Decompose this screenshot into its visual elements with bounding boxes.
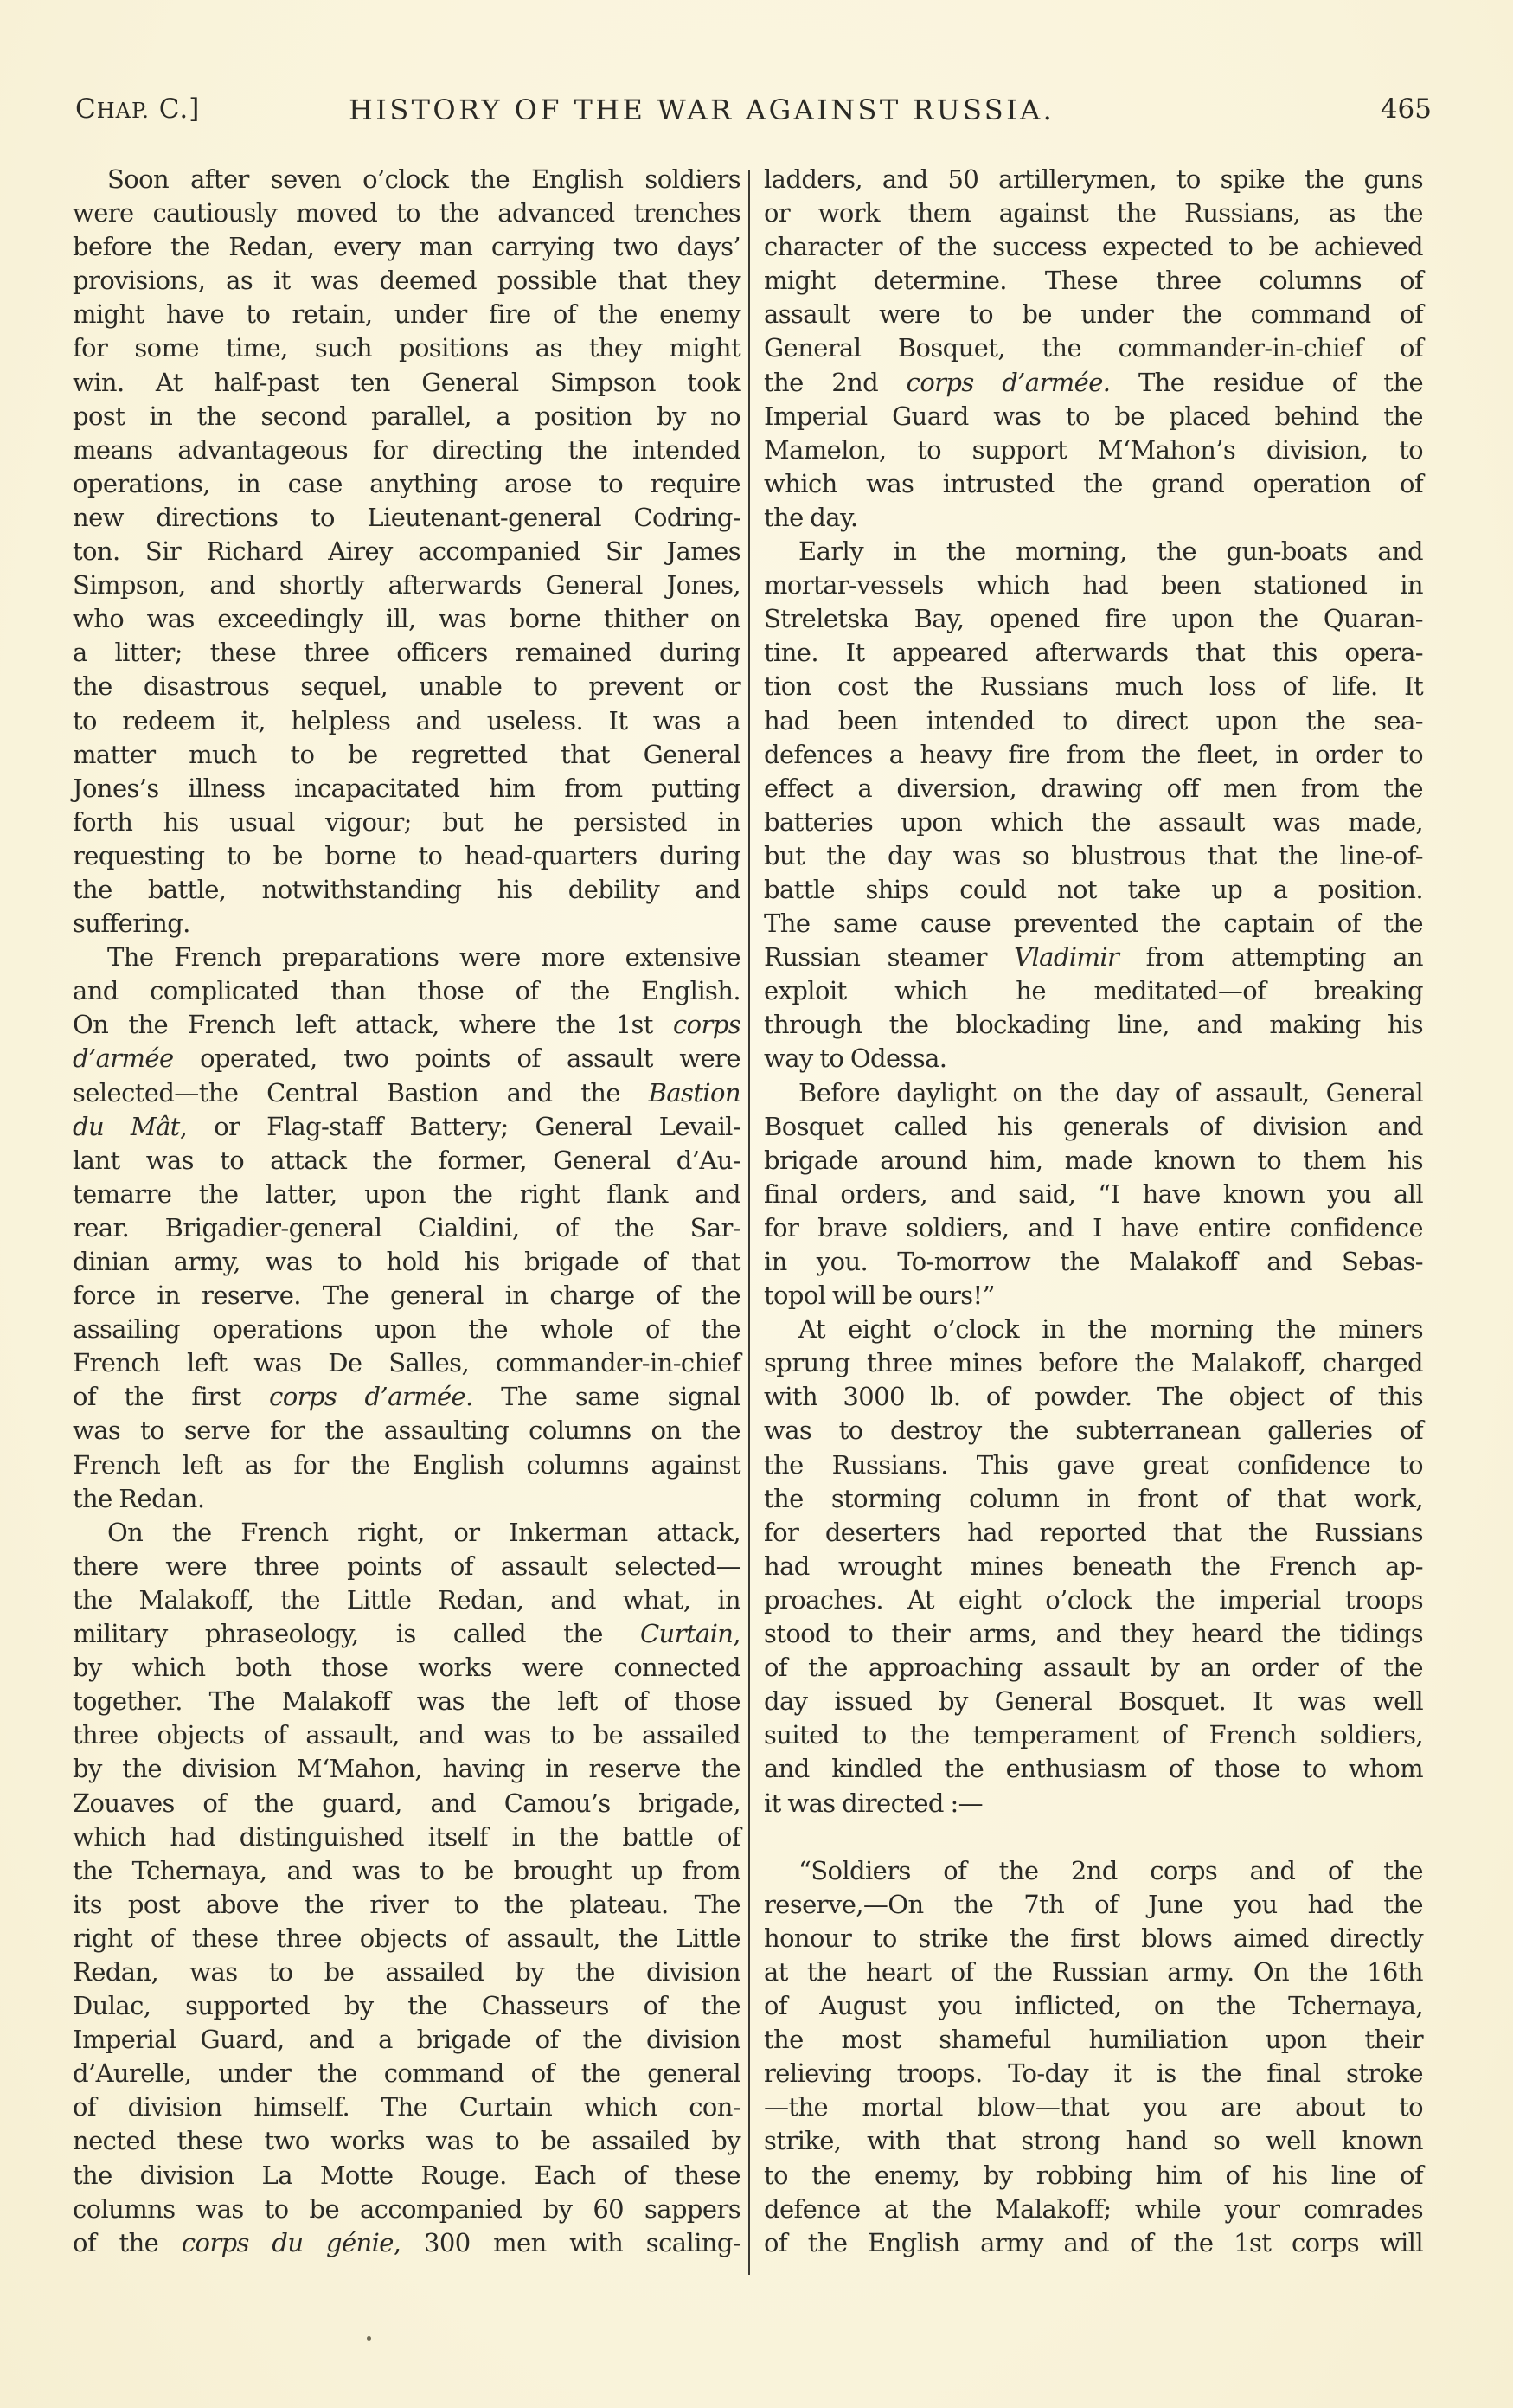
text-line: a litter; these three officers remained during xyxy=(73,638,740,668)
text-line: The French preparations were more extensive xyxy=(107,942,740,973)
text-line: forth his usual vigour; but he persisted in xyxy=(73,806,740,837)
text-line: through the blockading line, and making his xyxy=(764,1010,1423,1040)
paper-speck xyxy=(367,2336,371,2341)
text-line: the Russians. This gave great confidence to xyxy=(764,1449,1423,1480)
text-line: right of these three objects of assault, the Little xyxy=(73,1923,740,1953)
right-column xyxy=(764,163,1423,2260)
text-line: means advantageous for directing the intended xyxy=(73,434,740,465)
text-line: tine. It appeared afterwards that this opera- xyxy=(764,638,1423,668)
text-line: rear. Brigadier-general Cialdini, of the Sar- xyxy=(73,1212,740,1243)
text-segment: of the xyxy=(73,2227,182,2257)
italic-text: corps d’armée. xyxy=(269,1382,473,1412)
text-line: had been intended to direct upon the sea- xyxy=(764,705,1423,735)
text-line: —the mortal blow—that you are about to xyxy=(764,2092,1423,2122)
running-header xyxy=(75,93,1432,132)
text-line: matter much to be regretted that General xyxy=(73,739,740,769)
column-rule xyxy=(748,170,750,2275)
text-line: temarre the latter, upon the right flank and xyxy=(73,1178,740,1209)
text-line: the Tchernaya, and was to be brought up from xyxy=(73,1855,740,1885)
italic-text: corps du génie xyxy=(181,2227,394,2257)
text-line: sprung three mines before the Malakoff, charged xyxy=(764,1348,1423,1378)
text-line: d’Aurelle, under the command of the general xyxy=(73,2058,740,2089)
text-line: but the day was so blustrous that the line-of- xyxy=(764,840,1423,870)
text-line: for brave soldiers, and I have entire confidence xyxy=(764,1212,1423,1243)
text-line: who was exceedingly ill, was borne thither on xyxy=(73,604,740,634)
text-segment: On the French left attack, where the 1st xyxy=(73,1010,673,1040)
italic-text: du Mât xyxy=(73,1111,180,1141)
text-line: before the Redan, every man carrying two days’ xyxy=(73,232,740,262)
text-line: relieving troops. To-day it is the final stroke xyxy=(764,2058,1423,2089)
text-line: which had distinguished itself in the battle of xyxy=(73,1821,740,1852)
text-line: operations, in case anything arose to require xyxy=(73,468,740,498)
text-line: for deserters had reported that the Russians xyxy=(764,1517,1423,1547)
text-line: mortar-vessels which had been stationed in xyxy=(764,570,1423,600)
text-line: was to destroy the subterranean galleries of xyxy=(764,1416,1423,1446)
text-line: of division himself. The Curtain which con- xyxy=(73,2092,740,2122)
page-number: 465 xyxy=(1380,93,1432,125)
italic-text: Vladimir xyxy=(1014,942,1119,973)
text-line: Early in the morning, the gun-boats and xyxy=(798,536,1423,567)
text-line: by which both those works were connected xyxy=(73,1653,740,1683)
text-line: there were three points of assault selected— xyxy=(73,1551,740,1581)
text-line: the battle, notwithstanding his debility and xyxy=(73,874,740,904)
text-line: force in reserve. The general in charge of the xyxy=(73,1281,740,1311)
text-line: of the English army and of the 1st corps will xyxy=(764,2227,1423,2257)
text-segment: , 300 men with scaling- xyxy=(393,2227,740,2257)
text-line: Imperial Guard was to be placed behind the xyxy=(764,401,1423,431)
text-line: proaches. At eight o’clock the imperial troops xyxy=(764,1584,1423,1615)
text-line: defences a heavy fire from the fleet, in order to xyxy=(764,739,1423,769)
text-line: it was directed :— xyxy=(764,1788,984,1818)
text-line: ton. Sir Richard Airey accompanied Sir James xyxy=(73,536,740,567)
text-line xyxy=(764,941,1423,974)
text-line: win. At half-past ten General Simpson took xyxy=(73,367,740,397)
text-line: the Malakoff, the Little Redan, and what, in xyxy=(73,1584,740,1615)
text-segment: of the first xyxy=(73,1382,270,1412)
text-line: Bosquet called his generals of division and xyxy=(764,1111,1423,1141)
text-line: Imperial Guard, and a brigade of the division xyxy=(73,2025,740,2055)
text-line: Soon after seven o’clock the English soldiers xyxy=(107,164,740,194)
text-line: might determine. These three columns of xyxy=(764,266,1423,296)
text-line: effect a diversion, drawing off men from the xyxy=(764,773,1423,803)
text-line: strike, with that strong hand so well known xyxy=(764,2126,1423,2156)
text-line: On the French right, or Inkerman attack, xyxy=(107,1517,740,1547)
text-line: requesting to be borne to head-quarters during xyxy=(73,840,740,870)
text-line: French left as for the English columns against xyxy=(73,1449,740,1480)
text-line: honour to strike the first blows aimed directly xyxy=(764,1923,1423,1953)
text-line xyxy=(73,1617,740,1651)
text-line xyxy=(73,1380,740,1414)
text-line: lant was to attack the former, General d’Au- xyxy=(73,1145,740,1175)
text-line: three objects of assault, and was to be assailed xyxy=(73,1720,740,1750)
text-line xyxy=(73,1110,740,1144)
text-line: brigade around him, made known to them his xyxy=(764,1145,1423,1175)
text-line: at the heart of the Russian army. On the 16th xyxy=(764,1956,1423,1987)
text-line: and complicated than those of the English. xyxy=(73,976,740,1006)
chapter-label-smallcaps: HAP. xyxy=(96,99,150,123)
text-line: The same cause prevented the captain of the xyxy=(764,909,1423,939)
text-line xyxy=(73,2226,740,2260)
blank-line xyxy=(764,1820,1423,1854)
text-line: final orders, and said, “I have known you all xyxy=(764,1178,1423,1209)
text-segment: The residue of the xyxy=(1110,367,1424,397)
text-segment: from attempting an xyxy=(1119,942,1423,973)
text-line: batteries upon which the assault was made, xyxy=(764,806,1423,837)
text-line: by the division M‘Mahon, having in reserve the xyxy=(73,1754,740,1784)
text-line: Mamelon, to support M‘Mahon’s division, to xyxy=(764,434,1423,465)
running-title: HISTORY OF THE WAR AGAINST RUSSIA. xyxy=(349,93,1055,126)
text-line: the most shameful humiliation upon their xyxy=(764,2025,1423,2055)
italic-text: corps xyxy=(672,1010,740,1040)
italic-text: Bastion xyxy=(648,1077,740,1108)
text-line: Before daylight on the day of assault, General xyxy=(798,1077,1423,1108)
text-line: the day. xyxy=(764,502,858,532)
text-line: assailing operations upon the whole of the xyxy=(73,1314,740,1345)
text-line: General Bosquet, the commander-in-chief of xyxy=(764,333,1423,363)
text-line: At eight o’clock in the morning the miners xyxy=(798,1314,1423,1345)
text-line: or work them against the Russians, as the xyxy=(764,198,1423,228)
text-line: way to Odessa. xyxy=(764,1043,947,1074)
text-line: post in the second parallel, a position by no xyxy=(73,401,740,431)
text-line: nected these two works was to be assailed by xyxy=(73,2126,740,2156)
text-line: provisions, as it was deemed possible that they xyxy=(73,266,740,296)
text-segment: The same signal xyxy=(472,1382,740,1412)
text-line: suited to the temperament of French soldiers, xyxy=(764,1720,1423,1750)
text-line: of the approaching assault by an order of the xyxy=(764,1653,1423,1683)
text-line: of August you inflicted, on the Tchernaya, xyxy=(764,1991,1423,2021)
text-line: Simpson, and shortly afterwards General Jones, xyxy=(73,570,740,600)
text-line xyxy=(73,1076,740,1110)
text-line: exploit which he meditated—of breaking xyxy=(764,976,1423,1006)
text-line: day issued by General Bosquet. It was well xyxy=(764,1686,1423,1717)
text-line xyxy=(764,366,1423,400)
text-line: battle ships could not take up a position. xyxy=(764,874,1423,904)
text-segment: military phraseology, is called the xyxy=(73,1619,640,1649)
text-segment: Russian steamer xyxy=(764,942,1015,973)
text-line: tion cost the Russians much loss of life. It xyxy=(764,671,1423,702)
text-line: for some time, such positions as they might xyxy=(73,333,740,363)
text-line: the storming column in front of that work, xyxy=(764,1483,1423,1513)
chapter-label-rest: C.] xyxy=(149,93,201,125)
text-line: with 3000 lb. of powder. The object of this xyxy=(764,1382,1423,1412)
text-segment: operated, two points of assault were xyxy=(173,1043,740,1074)
text-line: columns was to be accompanied by 60 sappers xyxy=(73,2193,740,2224)
text-line: might have to retain, under fire of the enemy xyxy=(73,299,740,330)
text-line: the disastrous sequel, unable to prevent or xyxy=(73,671,740,702)
text-line: to redeem it, helpless and useless. It was a xyxy=(73,705,740,735)
italic-text: d’armée xyxy=(73,1043,174,1074)
text-line: defence at the Malakoff; while your comrades xyxy=(764,2193,1423,2224)
text-line: the division La Motte Rouge. Each of these xyxy=(73,2160,740,2190)
text-segment: selected—the Central Bastion and the xyxy=(73,1077,649,1108)
text-line: in you. To-morrow the Malakoff and Sebas- xyxy=(764,1247,1423,1276)
text-line: was to serve for the assaulting columns on the xyxy=(73,1416,740,1446)
text-line: had wrought mines beneath the French ap- xyxy=(764,1551,1423,1581)
text-line: Redan, was to be assailed by the division xyxy=(73,1956,740,1987)
text-line: the Redan. xyxy=(73,1483,205,1513)
italic-text: corps d’armée. xyxy=(906,367,1111,397)
text-segment: , xyxy=(733,1619,740,1649)
text-line: topol will be ours!” xyxy=(764,1281,995,1311)
text-line: Jones’s illness incapacitated him from putting xyxy=(73,773,740,803)
text-line: Dulac, supported by the Chasseurs of the xyxy=(73,1991,740,2021)
text-line: stood to their arms, and they heard the tidings xyxy=(764,1619,1423,1649)
text-line: to the enemy, by robbing him of his line of xyxy=(764,2160,1423,2190)
chapter-label-cap: C xyxy=(75,93,97,125)
text-line: and kindled the enthusiasm of those to whom xyxy=(764,1754,1423,1784)
text-line: character of the success expected to be achieved xyxy=(764,232,1423,262)
text-segment: the 2nd xyxy=(764,367,907,397)
text-line: new directions to Lieutenant-general Codring- xyxy=(73,502,740,532)
text-line: which was intrusted the grand operation of xyxy=(764,468,1423,498)
text-line: its post above the river to the plateau. The xyxy=(73,1889,740,1919)
text-line: dinian army, was to hold his brigade of that xyxy=(73,1247,740,1276)
text-line: suffering. xyxy=(73,909,190,939)
text-line: Zouaves of the guard, and Camou’s brigade, xyxy=(73,1788,740,1818)
text-line: Streletska Bay, opened fire upon the Quaran- xyxy=(764,604,1423,634)
text-line: assault were to be under the command of xyxy=(764,299,1423,330)
left-column xyxy=(73,163,740,2260)
text-line: French left was De Salles, commander-in-chief xyxy=(73,1348,740,1378)
text-line xyxy=(73,1008,740,1042)
italic-text: Curtain xyxy=(639,1619,734,1649)
text-line xyxy=(73,1042,740,1076)
text-line: ladders, and 50 artillerymen, to spike the guns xyxy=(764,164,1423,194)
text-line: reserve,—On the 7th of June you had the xyxy=(764,1889,1423,1919)
text-line: “Soldiers of the 2nd corps and of the xyxy=(798,1855,1423,1885)
chapter-label xyxy=(75,93,200,125)
text-segment: , or Flag-staff Battery; General Levail- xyxy=(179,1111,740,1141)
text-line: were cautiously moved to the advanced trenches xyxy=(73,198,740,228)
text-line: together. The Malakoff was the left of those xyxy=(73,1686,740,1717)
